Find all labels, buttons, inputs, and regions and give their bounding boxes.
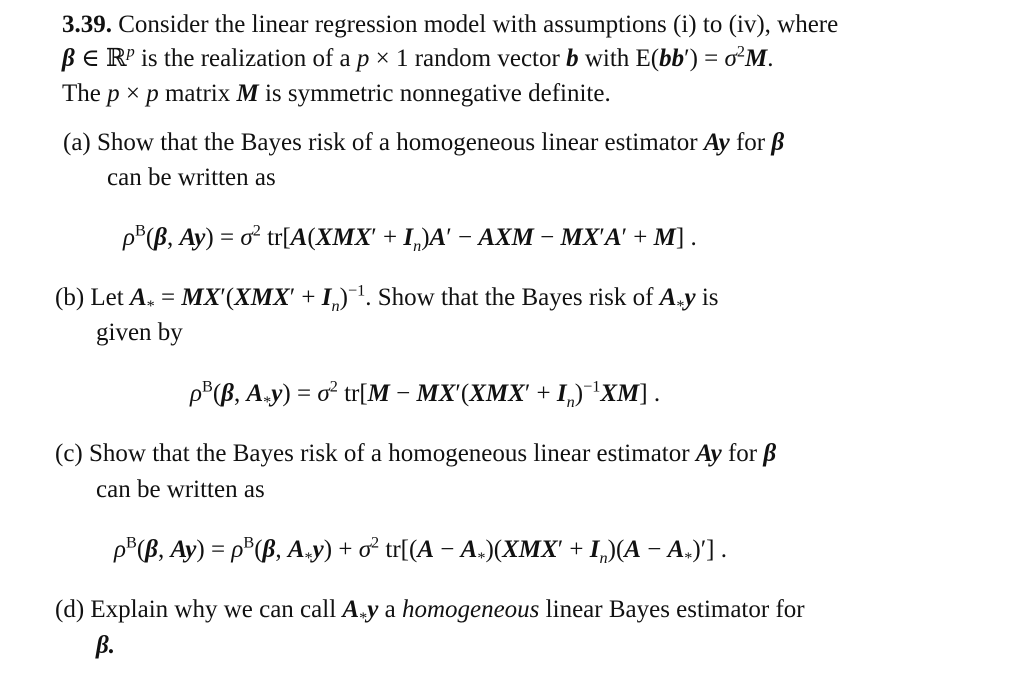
part-a-label: (a) xyxy=(63,129,91,156)
part-b-equation: $\rho^B(\beta$, $A_*y) = \sigma^2$ $tr[M - MX'(XMX' + I_n)^{-1}XM]$ . xyxy=(190,377,661,411)
part-d-line-1: (d) Explain why we can call $A_*y$ a homogeneous linear Bayes estimator for xyxy=(55,596,805,627)
part-b-label: (b) xyxy=(55,284,85,311)
problem-intro-line-3: The p × p matrix M is symmetric nonnegative definite. xyxy=(62,80,611,107)
problem-intro-line-2: β ∈ ℝ$^p$ is the realization of a p × 1 random vector b with $E(bb') = \sigma^2M$. xyxy=(62,42,774,72)
part-d-label: (d) xyxy=(55,596,85,623)
part-a-line-2: can be written as xyxy=(107,164,276,191)
part-b-line-1: (b) Let $A_* = MX'(XMX' + I_n)^{-1}$. Show that the Bayes risk of $A_*y$ is xyxy=(55,281,719,315)
part-c-line-1: (c) Show that the Bayes risk of a homogeneous linear estimator Ay for β xyxy=(55,440,777,467)
part-d-line-2: β. xyxy=(96,632,116,659)
part-c-label: (c) xyxy=(55,440,83,467)
problem-intro-line-1 xyxy=(62,12,838,37)
problem-number: 3.39. xyxy=(62,11,112,38)
part-c-line-2: can be written as xyxy=(96,476,265,503)
part-c-equation: $\rho^B(\beta$, $Ay) = \rho^B(\beta$, $A_*y) + \sigma^2$ $tr[(A - A_*)(XMX' + I_n)(A - A_*)']$ . xyxy=(114,533,728,567)
part-b-line-2: given by xyxy=(96,319,183,346)
part-a-line-1: (a) Show that the Bayes risk of a homogeneous linear estimator Ay for β xyxy=(63,129,785,156)
problem-intro-text-1: Consider the linear regression model with assumptions (i) to (iv), where xyxy=(118,11,839,38)
part-a-equation: $\rho^B(\beta$, $Ay) = \sigma^2$ $tr[A(XMX' + I_n)A'$ − AXM − MX′A′ + M] . xyxy=(123,221,697,255)
